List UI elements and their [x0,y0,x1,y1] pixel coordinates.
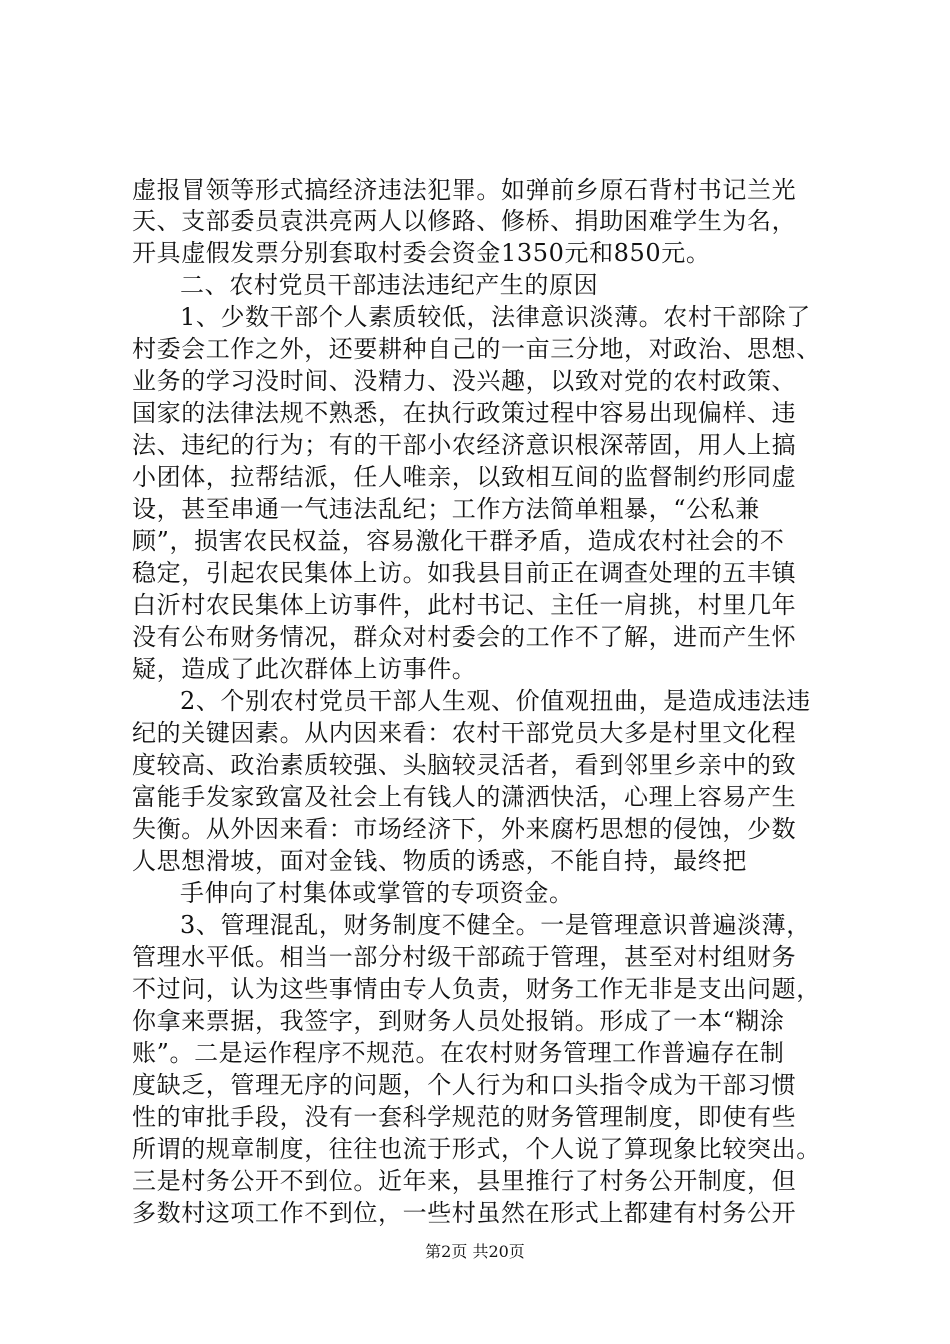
section-heading: 二、农村党员干部违法违纪产生的原因 [180,271,599,299]
text-line: 业务的学习没时间、没精力、没兴趣，以致对党的农村政策、 [132,367,797,395]
text-line: 三是村务公开不到位。近年来，县里推行了村务公开制度，但 [132,1167,797,1195]
text-line: 失衡。从外因来看：市场经济下，外来腐朽思想的侵蚀，少数 [132,815,797,843]
text-line: 所谓的规章制度，往往也流于形式，个人说了算现象比较突出。 [132,1135,821,1163]
text-line: 设，甚至串通一气违法乱纪；工作方法简单粗暴，“公私兼 [132,495,760,523]
text-line: 开具虚假发票分别套取村委会资金1350元和850元。 [132,239,711,267]
text-line: 没有公布财务情况，群众对村委会的工作不了解，进而产生怀 [132,623,797,651]
text-line: 度缺乏，管理无序的问题，个人行为和口头指令成为干部习惯 [132,1071,797,1099]
text-line: 白沂村农民集体上访事件，此村书记、主任一肩挑，村里几年 [132,591,797,619]
page-footer: 第2页 共20页 [425,1242,525,1261]
text-line: 管理水平低。相当一部分村级干部疏于管理，甚至对村组财务 [132,943,797,971]
text-line: 稳定，引起农民集体上访。如我县目前正在调查处理的五丰镇 [132,559,797,587]
text-line: 人思想滑坡，面对金钱、物质的诱惑，不能自持，最终把 [132,847,747,875]
text-line: 小团体，拉帮结派，任人唯亲，以致相互间的监督制约形同虚 [132,463,797,491]
text-line: 虚报冒领等形式搞经济违法犯罪。如弹前乡原石背村书记兰光 [132,176,797,204]
text-line: 性的审批手段，没有一套科学规范的财务管理制度，即使有些 [132,1103,797,1131]
text-line: 村委会工作之外，还要耕种自己的一亩三分地，对政治、思想、 [132,335,821,363]
text-line: 富能手发家致富及社会上有钱人的潇洒快活，心理上容易产生 [132,783,797,811]
text-line: 法、违纪的行为；有的干部小农经济意识根深蒂固，用人上搞 [132,431,797,459]
paragraph-start: 2、个别农村党员干部人生观、价值观扭曲，是造成违法违 [180,687,811,715]
text-line: 疑，造成了此次群体上访事件。 [132,655,477,683]
text-line: 多数村这项工作不到位，一些村虽然在形式上都建有村务公开 [132,1199,797,1227]
text-line: 手伸向了村集体或掌管的专项资金。 [180,879,574,907]
text-line: 纪的关键因素。从内因来看：农村干部党员大多是村里文化程 [132,719,797,747]
text-line: 天、支部委员袁洪亮两人以修路、修桥、捐助困难学生为名， [132,207,797,235]
text-line: 不过问，认为这些事情由专人负责，财务工作无非是支出问题， [132,975,821,1003]
text-line: 度较高、政治素质较强、头脑较灵活者，看到邻里乡亲中的致 [132,751,797,779]
text-line: 你拿来票据，我签字，到财务人员处报销。形成了一本“糊涂 [132,1007,785,1035]
text-line: 国家的法律法规不熟悉，在执行政策过程中容易出现偏样、违 [132,399,797,427]
paragraph-start: 1、少数干部个人素质较低，法律意识淡薄。农村干部除了 [180,303,811,331]
text-line: 账”。二是运作程序不规范。在农村财务管理工作普遍存在制 [132,1039,785,1067]
text-line: 顾”，损害农民权益，容易激化干群矛盾，造成农村社会的不 [132,527,785,555]
paragraph-start: 3、管理混乱，财务制度不健全。一是管理意识普遍淡薄， [180,911,811,939]
